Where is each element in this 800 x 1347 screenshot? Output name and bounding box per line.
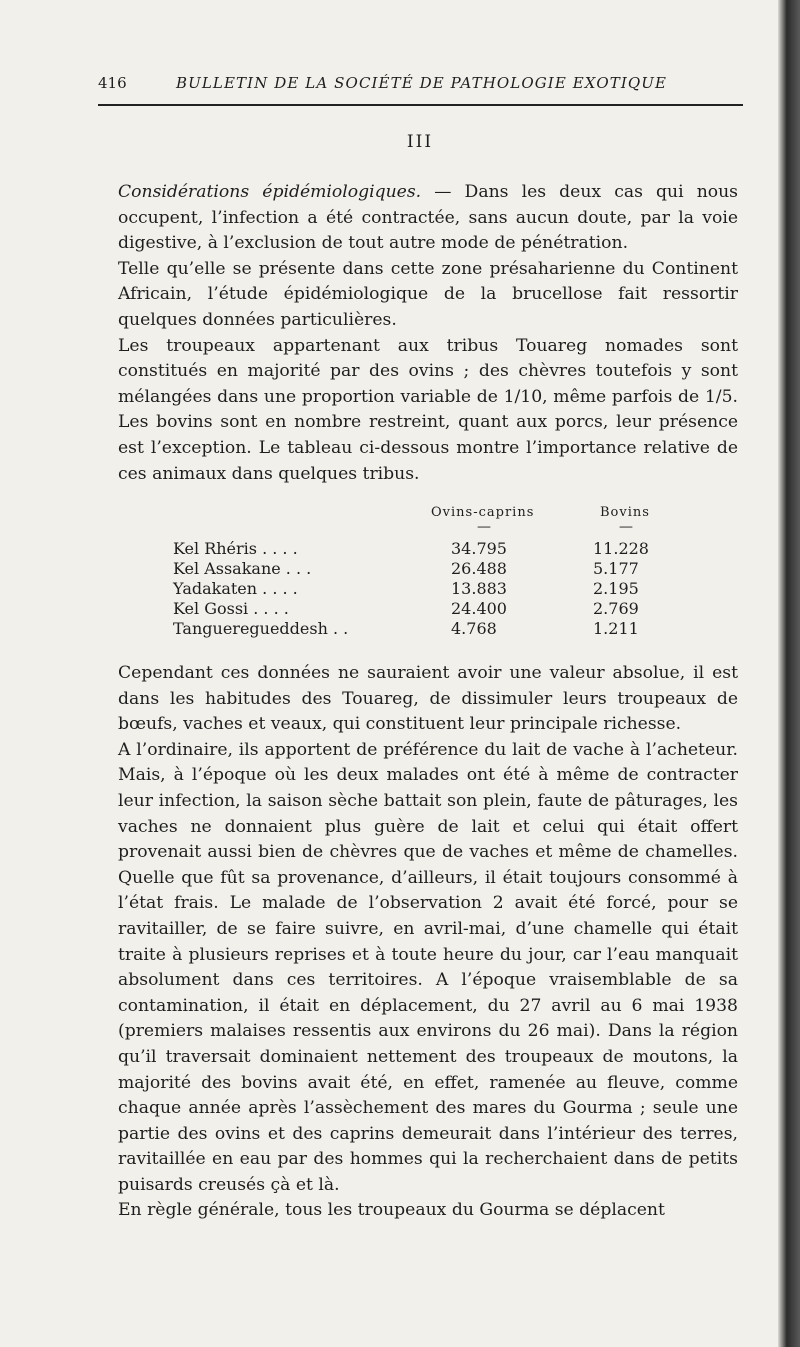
dash: — <box>477 519 491 535</box>
ovins-value: 4.768 <box>451 619 497 638</box>
ovins-value: 13.883 <box>451 579 507 598</box>
tribe-name: Yadakaten . . . . <box>173 579 298 598</box>
page-number: 416 <box>98 74 127 92</box>
tribe-name: Kel Assakane . . . <box>173 559 312 578</box>
tribe-name: Kel Rhéris . . . . <box>173 539 298 558</box>
ovins-value: 34.795 <box>451 539 507 558</box>
bovins-value: 5.177 <box>593 559 639 578</box>
table-row <box>173 599 693 619</box>
paragraph: Telle qu’elle se présente dans cette zone présaharienne du Continent Africain, l’étude épidémiologique de la brucellose fait ressortir quelques données particulières. <box>118 258 738 330</box>
table-row <box>173 579 693 599</box>
bovins-value: 2.195 <box>593 579 639 598</box>
book-edge <box>778 0 800 1347</box>
table-row <box>173 539 693 559</box>
paragraph-lead: Considérations épidémiologiques. <box>118 182 422 202</box>
body-text-top <box>118 180 738 487</box>
bovins-value: 11.228 <box>593 539 649 558</box>
paragraph-text: — Dans les deux cas qui nous occupent, l’infection a été contractée, sans aucun doute, par la voie digestive, à l’exclusion de tout autre mode de pénétration. <box>118 182 738 254</box>
paragraph <box>118 180 738 257</box>
col-header-ovins: Ovins-caprins <box>431 505 535 520</box>
tribe-name: Kel Gossi . . . . <box>173 599 289 618</box>
data-table <box>173 519 693 639</box>
col-header-bovins: Bovins <box>600 505 650 520</box>
section-number: III <box>406 132 434 152</box>
paragraph: En règle générale, tous les troupeaux du Gourma se déplacent <box>118 1200 665 1221</box>
body-text-bottom <box>118 661 738 1224</box>
dash: — <box>619 519 633 535</box>
paragraph: A l’ordinaire, ils apportent de préférence du lait de vache à l’acheteur. Mais, à l’époque où les deux malades ont été à même de contracter leur infection, la saison sèche battait son plein, faute de pâturages, les vaches ne donnaient plus guère de lait et celui qui était offert provenait aussi bien de chèvres que de vaches et même de chamelles. Quelle que fût sa provenance, d’ailleurs, il était toujours consommé à l’état frais. Le malade de l’observation 2 avait été forcé, pour se ravitailler, de se faire suivre, en avril-mai, d’une chamelle qui était traite à plusieurs reprises et à toute heure du jour, car l’eau manquait absolument dans ces territoires. A l’époque vraisemblable de sa contamination, il était en déplacement, du 27 avril au 6 mai 1938 (premiers malaises ressentis aux environs du 26 mai). Dans la région qu’il traversait dominaient nettement des troupeaux de moutons, la majorité des bovins avait été, en effet, ramenée au fleuve, comme chaque année après l’assèchement des mares du Gourma ; seule une partie des ovins et des caprins demeurait dans l’intérieur des terres, ravitaillée en eau par des hommes qui la recherchaient dans de petits puisards creusés çà et là. <box>118 739 738 1195</box>
table-row <box>173 619 693 639</box>
tribe-name: Tangueregueddesh . . <box>173 619 349 638</box>
ovins-value: 26.488 <box>451 559 507 578</box>
ovins-value: 24.400 <box>451 599 507 618</box>
bovins-value: 1.211 <box>593 619 639 638</box>
bovins-value: 2.769 <box>593 599 639 618</box>
header-rule <box>98 104 743 106</box>
table-row <box>173 559 693 579</box>
paragraph: Cependant ces données ne sauraient avoir une valeur absolue, il est dans les habitudes des Touareg, de dissimuler leurs troupeaux de bœufs, vaches et veaux, qui constituent leur principale richesse. <box>118 663 738 735</box>
paragraph: Les troupeaux appartenant aux tribus Touareg nomades sont constitués en majorité par des ovins ; des chèvres toutefois y sont mélangées dans une proportion variable de 1/10, même parfois de 1/5. Les bovins sont en nombre restreint, quant aux porcs, leur présence est l’exception. Le tableau ci-dessous montre l’importance relative de ces animaux dans quelques tribus. <box>118 335 738 484</box>
journal-title: BULLETIN DE LA SOCIÉTÉ DE PATHOLOGIE EXOTIQUE <box>176 74 668 92</box>
